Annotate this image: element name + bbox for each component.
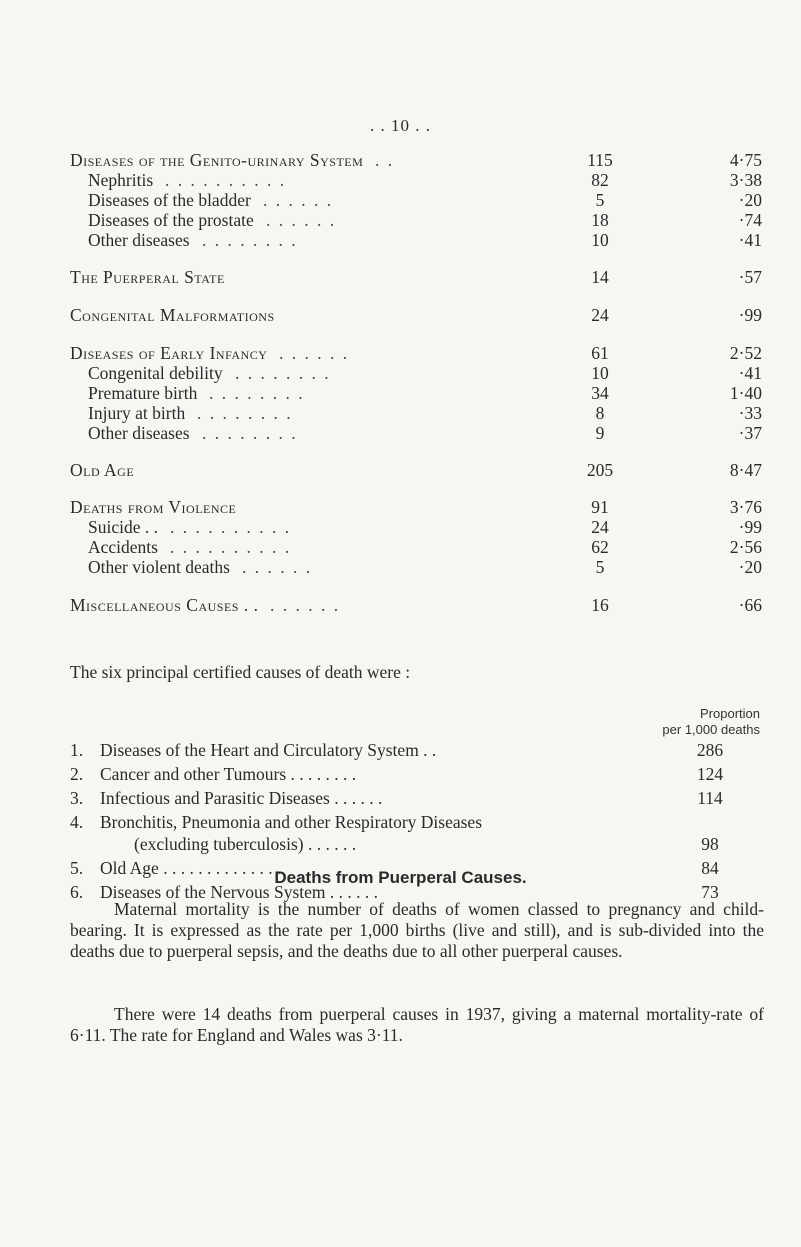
row-rate: 4·75 <box>729 150 762 170</box>
table-row <box>0 230 801 252</box>
proportion-header-line1: Proportion <box>700 706 760 721</box>
row-leader: . . . . . . . . <box>235 363 331 383</box>
row-rate: ·66 <box>738 595 762 615</box>
principal-causes-intro: The six principal certified causes of death were : <box>70 662 411 682</box>
table-row <box>0 150 801 172</box>
cause-number: 6. <box>70 882 84 902</box>
row-deaths: 82 <box>591 170 609 190</box>
cause-value: 98 <box>701 834 719 854</box>
row-label: Other violent deaths <box>88 557 230 577</box>
table-row <box>0 517 801 539</box>
cause-text: Cancer and other Tumours . . . . . . . . <box>100 764 357 784</box>
row-deaths: 14 <box>591 267 609 287</box>
row-deaths: 62 <box>591 537 609 557</box>
row-label: Miscellaneous Causes . . <box>70 595 259 615</box>
row-deaths: 5 <box>595 190 605 210</box>
row-label: The Puerperal State <box>70 267 225 287</box>
row-rate: 1·40 <box>729 383 762 403</box>
row-label: Premature birth <box>88 383 198 403</box>
row-label: Diseases of the bladder <box>88 190 251 210</box>
cause-text: Bronchitis, Pneumonia and other Respiratory Diseases <box>100 812 483 832</box>
table-row <box>0 557 801 579</box>
row-deaths: 10 <box>591 230 609 250</box>
cause-number: 4. <box>70 812 84 832</box>
row-deaths: 34 <box>591 383 609 403</box>
table-row <box>0 343 801 365</box>
table-row <box>0 170 801 192</box>
row-deaths: 91 <box>591 497 609 517</box>
section-heading: Deaths from Puerperal Causes. <box>274 868 527 887</box>
paragraph-maternal-mortality <box>70 899 764 962</box>
table-row <box>0 595 801 617</box>
row-leader: . . . . . . . . <box>209 383 305 403</box>
cause-text: Diseases of the Nervous System . . . . . . <box>100 882 379 902</box>
row-rate: 8·47 <box>729 460 762 480</box>
row-rate: ·41 <box>738 230 762 250</box>
cause-value: 84 <box>701 858 719 878</box>
row-deaths: 10 <box>591 363 609 383</box>
row-leader: . . . . . . <box>266 210 337 230</box>
row-deaths: 205 <box>586 460 614 480</box>
row-deaths: 24 <box>591 305 609 325</box>
row-rate: ·99 <box>738 517 762 537</box>
cause-text: Infectious and Parasitic Diseases . . . . . . <box>100 788 383 808</box>
row-leader: . . . . . . <box>270 595 341 615</box>
proportion-header <box>600 706 760 738</box>
row-deaths: 16 <box>591 595 609 615</box>
row-leader: . . . . . . <box>242 557 313 577</box>
cause-text: Old Age . . . . . . . . . . . . . . <box>100 858 282 878</box>
row-label: Injury at birth <box>88 403 186 423</box>
paragraph-text: Maternal mortality is the number of deaths of women classed to pregnancy and child-bearing. It is expressed as the rate per 1,000 births (live and still), and is sub-divided into the deaths due to puerperal sepsis, and the deaths due to all other puerperal causes. <box>70 899 764 961</box>
row-label: Suicide . . <box>88 517 158 537</box>
row-deaths: 8 <box>595 403 605 423</box>
row-rate: ·20 <box>738 190 762 210</box>
row-rate: ·33 <box>738 403 762 423</box>
row-rate: ·99 <box>738 305 762 325</box>
row-rate: ·41 <box>738 363 762 383</box>
table-row <box>0 460 801 482</box>
cause-number: 5. <box>70 858 84 878</box>
cause-value: 124 <box>696 764 724 784</box>
row-leader: . . . . . . . . <box>197 403 293 423</box>
cause-number: 1. <box>70 740 84 760</box>
row-label: Diseases of Early Infancy <box>70 343 268 363</box>
proportion-header-line2: per 1,000 deaths <box>662 722 760 737</box>
row-leader: . . . . . . <box>279 343 350 363</box>
row-label: Other diseases <box>88 423 190 443</box>
row-rate: 2·52 <box>729 343 762 363</box>
row-deaths: 5 <box>595 557 605 577</box>
cause-value: 286 <box>696 740 724 760</box>
page-number: . . 10 . . <box>370 116 431 135</box>
table-row <box>0 363 801 385</box>
row-label: Accidents <box>88 537 158 557</box>
row-deaths: 61 <box>591 343 609 363</box>
row-deaths: 115 <box>587 150 613 170</box>
row-rate: ·74 <box>738 210 762 230</box>
row-leader: . . . . . . . . . . <box>170 537 292 557</box>
row-rate: 3·76 <box>729 497 762 517</box>
paragraph-puerperal-deaths <box>70 1004 764 1046</box>
row-deaths: 18 <box>591 210 609 230</box>
row-label: Diseases of the prostate <box>88 210 254 230</box>
cause-number: 2. <box>70 764 84 784</box>
row-label: Diseases of the Genito-urinary System <box>70 150 364 170</box>
row-label: Deaths from Violence <box>70 497 237 517</box>
row-label: Congenital debility <box>88 363 223 383</box>
row-leader: . . . . . . . . <box>202 230 298 250</box>
row-leader: . . . . . . <box>263 190 334 210</box>
table-row <box>0 210 801 232</box>
table-row <box>0 267 801 289</box>
row-rate: ·57 <box>738 267 762 287</box>
row-rate: 2·56 <box>729 537 762 557</box>
table-row <box>0 497 801 519</box>
row-label: Congenital Malformations <box>70 305 275 325</box>
row-deaths: 9 <box>595 423 605 443</box>
cause-text-continued: (excluding tuberculosis) . . . . . . <box>134 834 357 854</box>
row-label: Nephritis <box>88 170 154 190</box>
row-rate: 3·38 <box>729 170 762 190</box>
cause-text: Diseases of the Heart and Circulatory System . . <box>100 740 437 760</box>
table-row <box>0 383 801 405</box>
cause-value: 73 <box>701 882 719 902</box>
table-row <box>0 403 801 425</box>
row-leader: . . . . . . . . . . <box>165 170 287 190</box>
row-rate: ·37 <box>738 423 762 443</box>
table-row <box>0 537 801 559</box>
row-deaths: 24 <box>591 517 609 537</box>
cause-value: 114 <box>697 788 723 808</box>
table-row <box>0 423 801 445</box>
paragraph-text: There were 14 deaths from puerperal causes in 1937, giving a maternal mortality-rate of 6·11. The rate for England and Wales was 3·11. <box>70 1004 764 1045</box>
row-rate: ·20 <box>738 557 762 577</box>
row-leader: . . . . . . . . . . <box>170 517 292 537</box>
row-label: Old Age <box>70 460 135 480</box>
table-row <box>0 305 801 327</box>
cause-number: 3. <box>70 788 84 808</box>
row-leader: . . . . . . . . <box>202 423 298 443</box>
table-row <box>0 190 801 212</box>
row-label: Other diseases <box>88 230 190 250</box>
row-leader: . . <box>375 150 395 170</box>
